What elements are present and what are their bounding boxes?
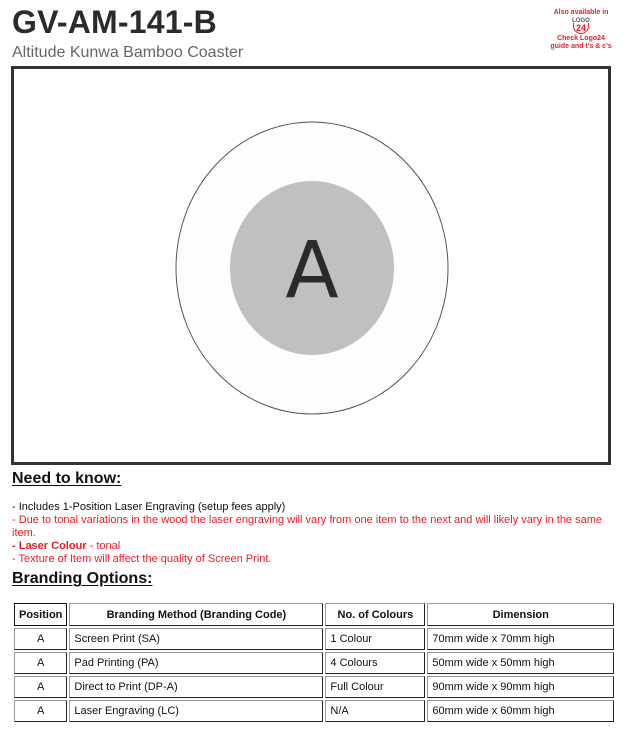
cell-method: Screen Print (SA): [69, 628, 323, 650]
product-name: Altitude Kunwa Bamboo Coaster: [12, 44, 244, 61]
column-header-dimension: Dimension: [427, 603, 614, 626]
coaster-diagram: [14, 69, 608, 462]
column-header-position: Position: [14, 603, 67, 626]
branding-options-table: [12, 601, 616, 724]
note-item: - Texture of Item will affect the quality of Screen Print.: [12, 553, 272, 565]
column-header-method: Branding Method (Branding Code): [69, 603, 323, 626]
cell-dimension: 70mm wide x 70mm high: [427, 628, 614, 650]
table-row: [14, 700, 614, 722]
cell-position: A: [14, 676, 67, 698]
branding-options-heading: Branding Options:: [12, 570, 153, 587]
logo24-badge[interactable]: [546, 9, 616, 51]
cell-colours: Full Colour: [325, 676, 425, 698]
note-item-label: - Laser Colour: [12, 540, 87, 552]
column-header-colours: No. of Colours: [325, 603, 425, 626]
table-header-row: [14, 603, 614, 626]
note-item: [12, 540, 612, 553]
note-item-value: - tonal: [86, 540, 121, 552]
logo24-word: LOGO: [572, 18, 590, 24]
cell-position: A: [14, 628, 67, 650]
position-label: A: [285, 226, 339, 316]
product-preview: [11, 66, 611, 465]
product-code: GV-AM-141-B: [12, 4, 217, 40]
cell-dimension: 50mm wide x 50mm high: [427, 652, 614, 674]
need-to-know-heading: Need to know:: [12, 470, 122, 487]
cell-position: A: [14, 700, 67, 722]
note-item: - Due to tonal variations in the wood the laser engraving will vary from one item to the next and will likely vary in the same item.: [12, 514, 603, 539]
cell-dimension: 60mm wide x 60mm high: [427, 700, 614, 722]
cell-colours: N/A: [325, 700, 425, 722]
logo-badge-availability-text: Also available in: [553, 9, 609, 16]
cell-colours: 1 Colour: [325, 628, 425, 650]
table-row: [14, 652, 614, 674]
cell-colours: 4 Colours: [325, 652, 425, 674]
logo24-icon: [568, 18, 594, 34]
cell-dimension: 90mm wide x 90mm high: [427, 676, 614, 698]
logo-badge-check-text: Check Logo24: [557, 35, 605, 42]
cell-method: Pad Printing (PA): [69, 652, 323, 674]
cell-position: A: [14, 652, 67, 674]
need-to-know-notes: [12, 501, 612, 566]
cell-method: Laser Engraving (LC): [69, 700, 323, 722]
cell-method: Direct to Print (DP-A): [69, 676, 323, 698]
logo24-number: 24: [573, 23, 589, 34]
table-row: [14, 628, 614, 650]
note-item: - Includes 1-Position Laser Engraving (setup fees apply): [12, 501, 286, 513]
table-row: [14, 676, 614, 698]
logo-badge-terms-text: guide and t's & c's: [550, 43, 612, 50]
